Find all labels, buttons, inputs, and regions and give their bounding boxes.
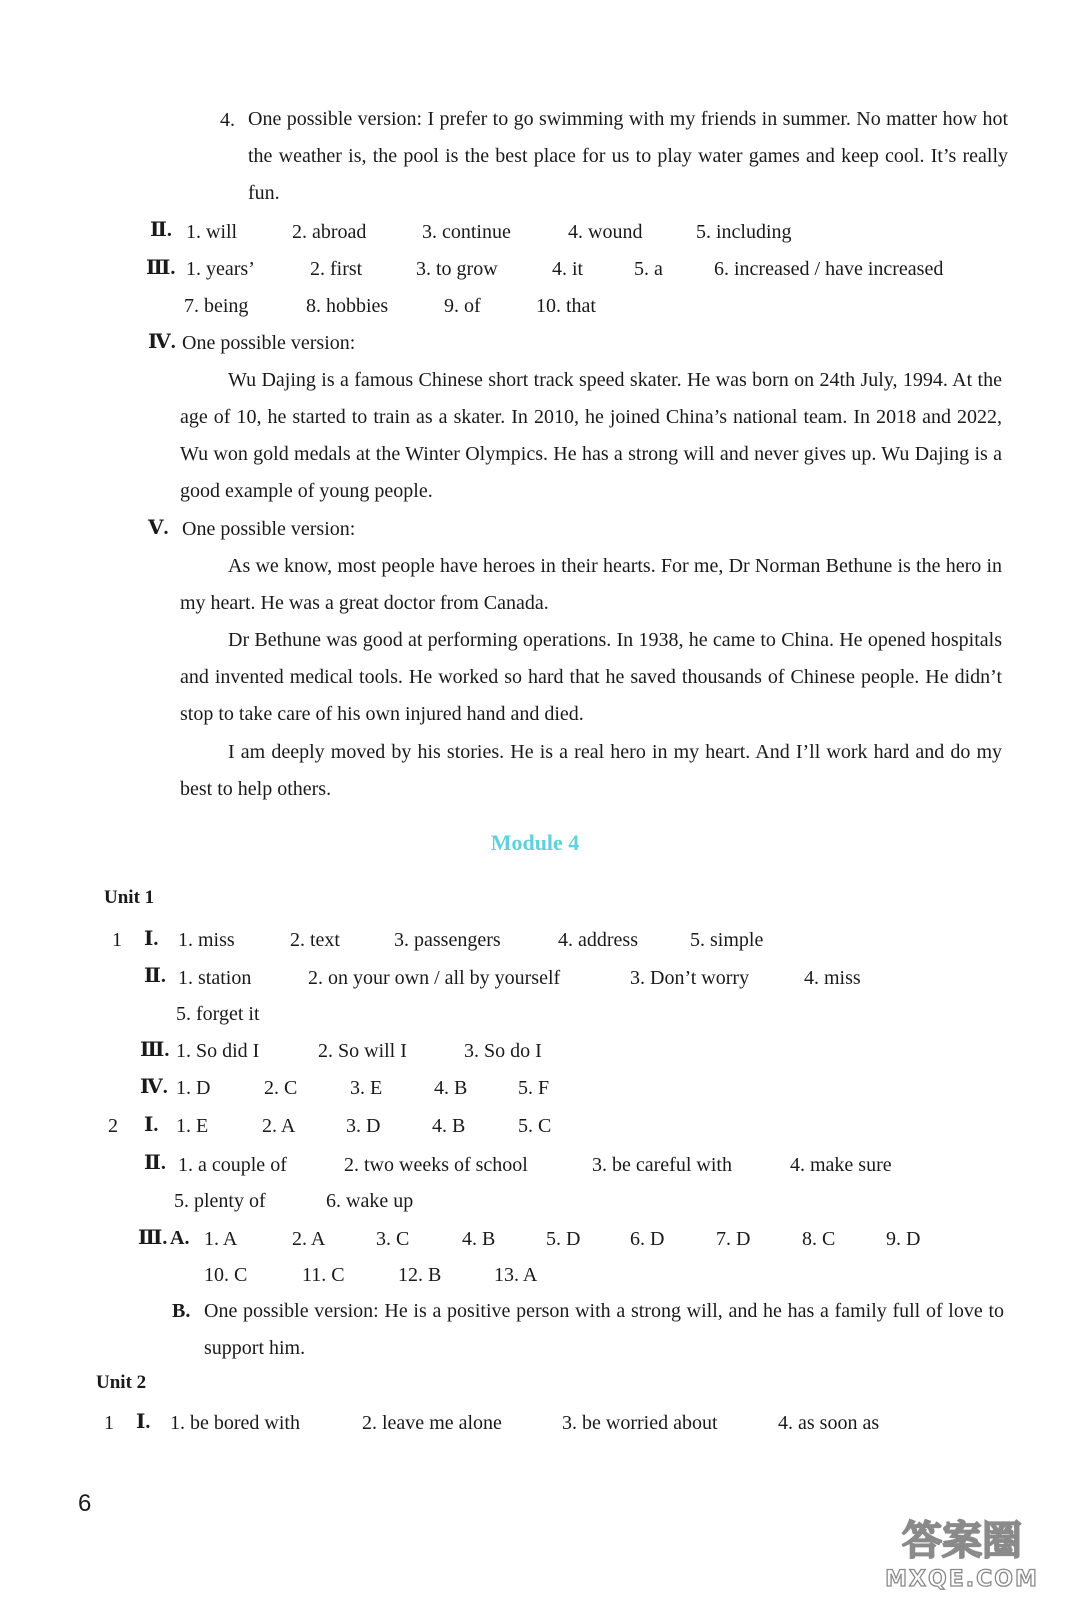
unit-title: Unit 2 [96, 1372, 147, 1393]
answer-item: 6. increased / have increased [714, 258, 944, 280]
answer-item: 10. C [204, 1264, 248, 1286]
answer-item: 6. wake up [326, 1190, 414, 1212]
answer-item: 1. A [204, 1228, 238, 1250]
answer-item: 2. leave me alone [362, 1412, 502, 1434]
answer-item: 3. So do I [464, 1040, 542, 1062]
answer-item: 2. on your own / all by yourself [308, 967, 561, 989]
answer-item: 1. be bored with [170, 1412, 300, 1434]
answer-item: 5. F [518, 1077, 550, 1099]
answer-item: 2. A [292, 1228, 326, 1250]
answer-item: 9. D [886, 1228, 921, 1250]
essay-paragraph: As we know, most people have heroes in their hearts. For me, Dr Norman Bethune is the hero in my heart. He was a great doctor from Canada. [180, 555, 1002, 614]
answer-item: 2. So will I [318, 1040, 407, 1062]
section-label: Ⅰ. [144, 1114, 159, 1136]
answer-item: 2. A [262, 1115, 296, 1137]
section-label: Ⅲ. [146, 257, 176, 279]
item-number: 4. [220, 109, 235, 131]
part-number: 1 [104, 1412, 114, 1434]
answer-item: 4. make sure [790, 1154, 892, 1176]
section-label: Ⅱ. [150, 219, 172, 241]
answer-item: 1. years’ [186, 258, 255, 280]
version-heading: One possible version: [182, 332, 356, 354]
answer-item: 1. D [176, 1077, 211, 1099]
answer-item: 1. will [186, 221, 238, 243]
section-label: Ⅴ. [148, 517, 169, 539]
answer-item: 4. B [434, 1077, 468, 1099]
answer-item: 1. E [176, 1115, 209, 1137]
answer-item: 2. first [310, 258, 363, 280]
answer-item: 2. two weeks of school [344, 1154, 528, 1176]
answer-item: 5. D [546, 1228, 581, 1250]
answer-item: 3. Don’t worry [630, 967, 750, 989]
subsection-label: B. [172, 1300, 191, 1322]
answer-item: 2. abroad [292, 221, 367, 243]
section-label: Ⅱ. [144, 1152, 166, 1174]
version-heading: One possible version: [182, 518, 356, 540]
answer-item: 7. being [184, 295, 249, 317]
section-label: Ⅲ. [140, 1039, 170, 1061]
answer-item: 5. simple [690, 929, 764, 951]
watermark-bottom-text: MXQE.COM [885, 1567, 1039, 1592]
answer-item: 5. plenty of [174, 1190, 266, 1212]
answer-item: 5. including [696, 221, 792, 243]
subsection-label: A. [170, 1227, 190, 1249]
answer-item: 1. a couple of [178, 1154, 287, 1176]
part-number: 2 [108, 1115, 118, 1137]
answer-item: 3. to grow [416, 258, 498, 280]
answer-item: 5. C [518, 1115, 552, 1137]
answer-item: 4. B [432, 1115, 466, 1137]
answer-item: 4. it [552, 258, 584, 280]
answer-item: 1. So did I [176, 1040, 260, 1062]
essay-paragraph: Wu Dajing is a famous Chinese short track speed skater. He was born on 24th July, 1994. At the age of 10, he started to train as a skater. In 2010, he joined China’s national team. In 2018 and 2022, Wu won gold medals at the Winter Olympics. He has a strong will and never gives up. Wu Dajing is a good example of young people. [180, 369, 1002, 502]
answer-item: 11. C [302, 1264, 345, 1286]
unit-title: Unit 1 [104, 887, 155, 908]
answer-paragraph: One possible version: He is a positive person with a strong will, and he has a family full of love to support him. [204, 1300, 1004, 1359]
answer-item: 4. as soon as [778, 1412, 880, 1434]
answer-item: 5. a [634, 258, 663, 280]
answer-item: 4. wound [568, 221, 643, 243]
section-label: Ⅳ. [140, 1076, 168, 1098]
answer-item: 3. D [346, 1115, 381, 1137]
answer-item: 1. miss [178, 929, 235, 951]
answer-item: 5. forget it [176, 1003, 260, 1025]
section-label: Ⅳ. [148, 331, 176, 353]
section-label: Ⅰ. [144, 928, 159, 950]
essay-paragraph: Dr Bethune was good at performing operations. In 1938, he came to China. He opened hospitals and invented medical tools. He worked so hard that he saved thousands of Chinese people. He didn’t stop to take care of his own injured hand and died. [180, 629, 1002, 725]
answer-item: 3. C [376, 1228, 410, 1250]
answer-item: 9. of [444, 295, 481, 317]
answer-item: 8. C [802, 1228, 836, 1250]
section-label: Ⅱ. [144, 965, 166, 987]
answer-item: 1. station [178, 967, 252, 989]
watermark-top-text: 答案圈 [902, 1518, 1022, 1564]
answer-item: 2. C [264, 1077, 298, 1099]
answer-item: 3. passengers [394, 929, 501, 951]
page-number: 6 [78, 1490, 92, 1517]
answer-item: 4. B [462, 1228, 496, 1250]
answer-item: 2. text [290, 929, 340, 951]
answer-item: 4. miss [804, 967, 861, 989]
answer-paragraph: One possible version: I prefer to go swimming with my friends in summer. No matter how hot the weather is, the pool is the best place for us to play water games and keep cool. It’s really fun. [248, 108, 1008, 204]
answer-item: 10. that [536, 295, 596, 317]
answer-item: 7. D [716, 1228, 751, 1250]
answer-item: 12. B [398, 1264, 442, 1286]
section-label: Ⅰ. [136, 1411, 151, 1433]
answer-item: 6. D [630, 1228, 665, 1250]
essay-paragraph: I am deeply moved by his stories. He is a real hero in my heart. And I’ll work hard and do my best to help others. [180, 741, 1002, 800]
part-number: 1 [112, 929, 122, 951]
answer-item: 3. E [350, 1077, 383, 1099]
answer-item: 3. continue [422, 221, 511, 243]
answer-item: 13. A [494, 1264, 538, 1286]
answer-item: 4. address [558, 929, 638, 951]
answer-item: 3. be worried about [562, 1412, 718, 1434]
answer-item: 3. be careful with [592, 1154, 732, 1176]
module-title: Module 4 [490, 830, 580, 855]
answer-item: 8. hobbies [306, 295, 389, 317]
watermark-logo [872, 1508, 1052, 1592]
section-label: Ⅲ. [138, 1227, 168, 1249]
